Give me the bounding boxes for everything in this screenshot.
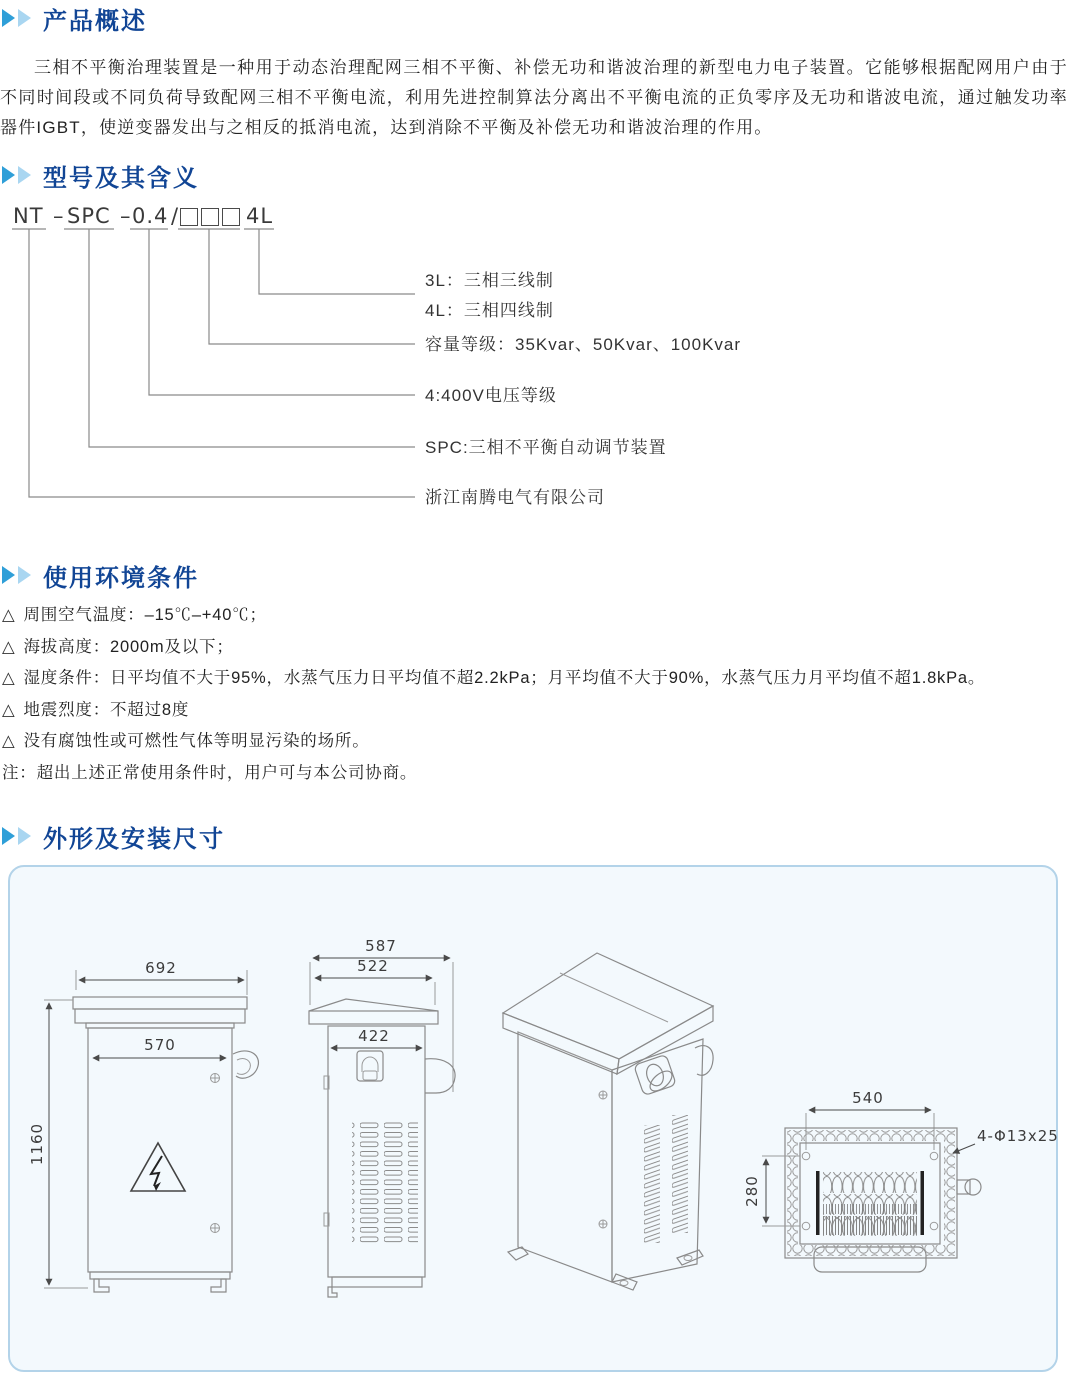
base-plan-drawing [743,1089,1059,1272]
triangle-bullet-icon: △ [2,606,16,624]
overview-paragraph: 三相不平衡治理装置是一种用于动态治理配网三相不平衡、补偿无功和谐波治理的新型电力电子装置。它能够根据配网用户由于不同时间段或不同负荷导致配网三相不平衡电流，利用先进控制算法分离出不平衡电流的正负零序及无功和谐波电流，通过触发功率器件IGBT，使逆变器发出与之相反的抵消电流，达到消除不平衡及补偿无功和谐波治理的作用。 [0,58,1068,137]
model-label-company: 浙江南腾电气有限公司 [425,488,605,507]
model-token-nt: NT [13,204,44,228]
section-header-overview [2,3,147,33]
section-title-environment: 使用环境条件 [43,564,199,592]
section-arrow-icon [18,9,31,27]
env-item-text: 地震烈度：不超过8度 [23,700,190,719]
list-item [2,695,1052,727]
model-token-4l: 4L [246,204,274,228]
section-title-model: 型号及其含义 [43,164,199,192]
triangle-bullet-icon: △ [2,732,16,750]
model-token-dash: – [120,204,132,228]
side-total-depth-dimension: 587 [365,937,397,955]
section-arrow-icon [18,166,31,184]
env-item-text: 湿度条件：日平均值不大于95%，水蒸气压力日平均值不超2.2kPa；月平均值不大于90%，水蒸气压力月平均值不超1.8kPa。 [23,669,986,687]
isometric-view-drawing [503,953,713,1290]
section-title-dimensions: 外形及安装尺寸 [43,825,225,853]
triangle-bullet-icon: △ [2,637,16,656]
side-roof-depth-dimension: 522 [357,957,389,975]
side-body-depth-dimension: 422 [358,1027,390,1045]
section-header-dimensions [2,821,225,851]
front-height-dimension: 1160 [28,1122,46,1166]
side-view-drawing [309,937,455,1297]
base-hole-span-dimension: 540 [852,1089,884,1107]
model-label-4l: 4L：三相四线制 [425,301,554,320]
section-arrow-icon [2,827,15,845]
section-header-environment [2,560,199,590]
warning-lightning-icon [131,1143,185,1191]
model-label-3l: 3L：三相三线制 [425,271,554,290]
model-label-capacity: 容量等级：35Kvar、50Kvar、100Kvar [425,335,742,354]
environment-list [2,600,1052,789]
env-item-text: 没有腐蚀性或可燃性气体等明显污染的场所。 [23,732,370,750]
list-item [2,663,1052,695]
env-item-text: 周围空气温度：–15℃–+40℃； [23,606,267,624]
list-item [2,726,1052,758]
page-title: 产品概述 [43,7,147,35]
model-token-dash: – [53,204,65,228]
model-label-spc: SPC:三相不平衡自动调节装置 [425,438,667,457]
model-token-04: 0.4 [132,204,169,228]
section-arrow-icon [2,166,15,184]
env-item-text: 海拔高度：2000m及以下； [23,637,234,656]
model-diagram-lines [0,200,780,530]
section-header-model [2,160,199,190]
triangle-bullet-icon: △ [2,669,16,687]
base-hole-pitch-dimension: 280 [743,1175,761,1207]
section-arrow-icon [18,827,31,845]
section-arrow-icon [2,566,15,584]
section-arrow-icon [2,9,15,27]
model-token-spc: SPC [67,204,111,228]
list-item [2,600,1052,632]
front-view-drawing [28,959,258,1292]
model-token-slash: / [171,204,180,228]
front-roof-width-dimension: 692 [145,959,177,977]
front-body-width-dimension: 570 [144,1036,176,1054]
environment-note: 注：超出上述正常使用条件时，用户可与本公司协商。 [2,763,418,782]
triangle-bullet-icon: △ [2,700,16,719]
technical-drawings [8,865,1062,1376]
base-holes-callout: 4-Φ13x25 [977,1127,1059,1145]
section-arrow-icon [18,566,31,584]
model-label-voltage: 4:400V电压等级 [425,386,557,405]
list-item [2,632,1052,664]
